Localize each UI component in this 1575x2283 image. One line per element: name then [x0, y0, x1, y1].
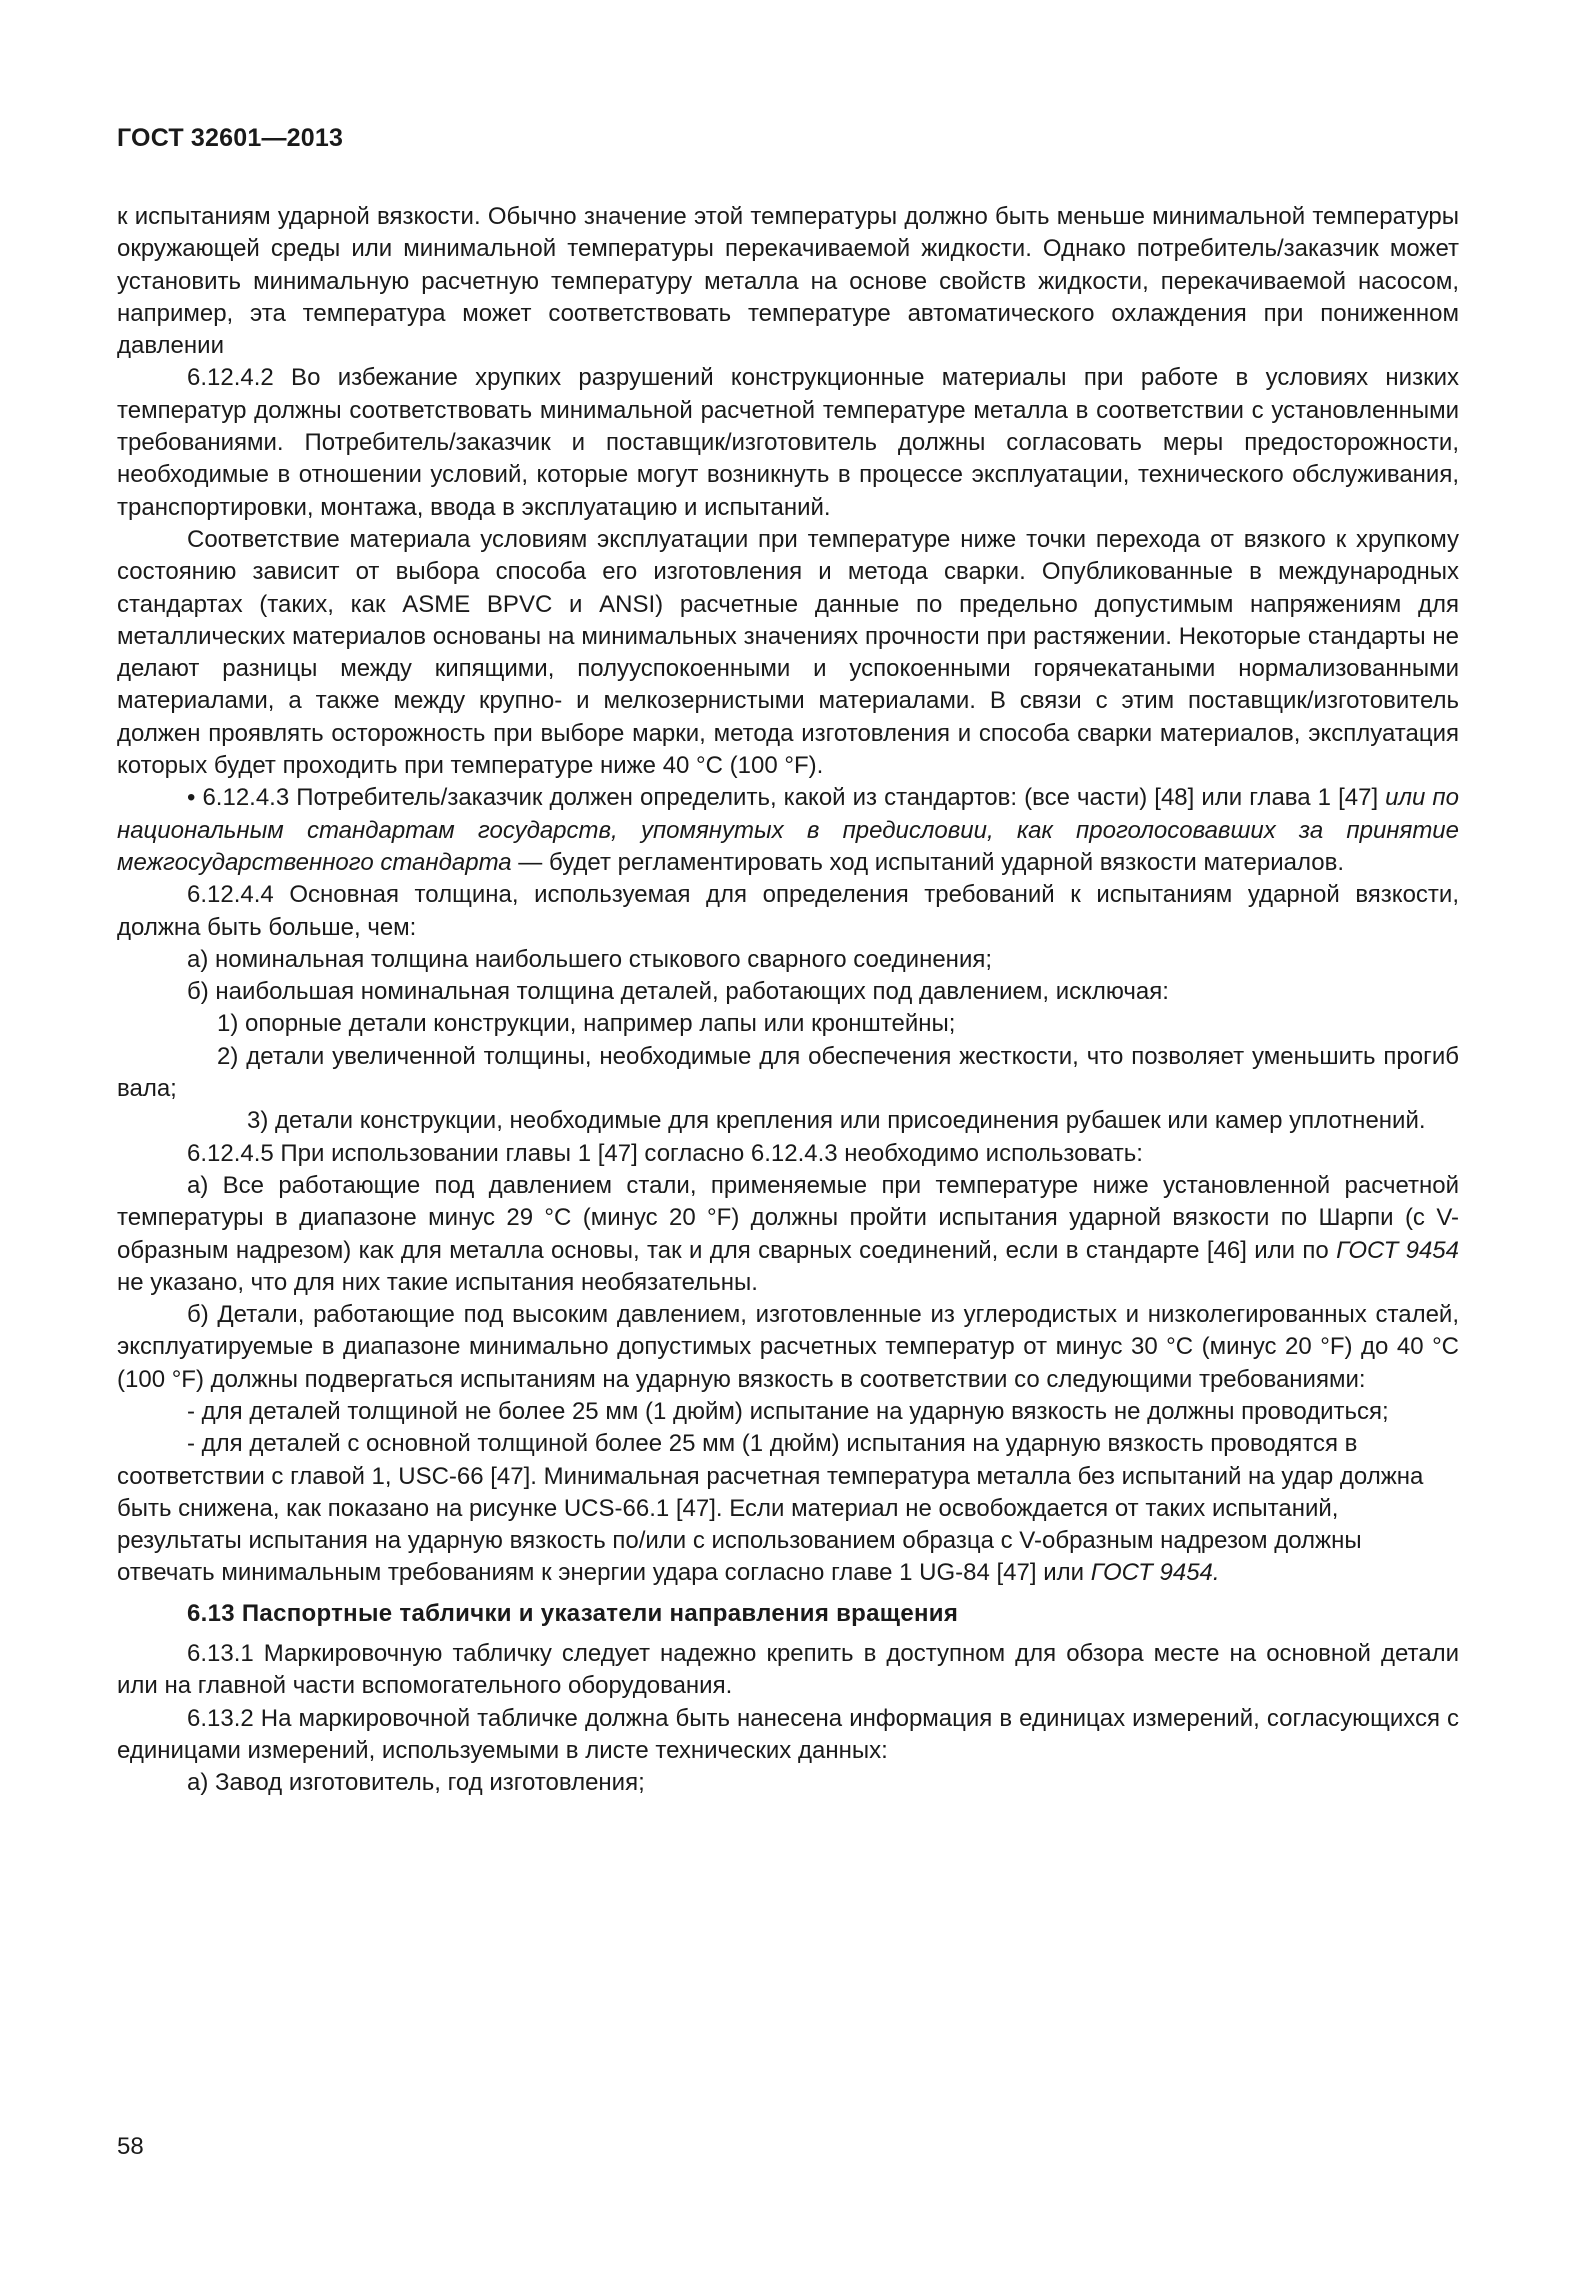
paragraph-text: — будет регламентировать ход испытаний ударной вязкости материалов.	[511, 848, 1344, 876]
paragraph	[117, 782, 1459, 879]
paragraph: 6.12.4.2 Во избежание хрупких разрушений конструкционные материалы при работе в условиях низких температур должны соответствовать минимальной расчетной температуре металла в соответствии с установленными требованиями. Потребитель/заказчик и поставщик/изготовитель должны согласовать меры предосторожности, необходимые в отношении условий, которые могут возникнуть в процессе эксплуатации, технического обслуживания, транспортировки, монтажа, ввода в эксплуатацию и испытаний.	[117, 364, 1459, 521]
list-item: - для деталей толщиной не более 25 мм (1 дюйм) испытание на ударную вязкость не должны проводиться;	[187, 1397, 1389, 1425]
italic-text: ГОСТ 9454	[1336, 1236, 1459, 1264]
list-item: а) номинальная толщина наибольшего стыкового сварного соединения;	[187, 945, 993, 973]
section-heading: 6.13 Паспортные таблички и указатели направления вращения	[187, 1599, 959, 1627]
paragraph-text: не указано, что для них такие испытания необязательны.	[117, 1268, 758, 1296]
list-item: 1) опорные детали конструкции, например лапы или кронштейны;	[217, 1010, 956, 1038]
list-item: б) Детали, работающие под высоким давлением, изготовленные из углеродистых и низколегированных сталей, эксплуатируемые в диапазоне минимально допустимых расчетных температур от минус 30 °C (минус 20 °F) до 40 °C (100 °F) должны подвергаться испытаниям на ударную вязкость в соответствии со следующими требованиями:	[117, 1301, 1459, 1393]
page-number: 58	[117, 2133, 144, 2160]
list-item: а) Завод изготовитель, год изготовления;	[187, 1769, 645, 1797]
paragraph: 6.12.4.4 Основная толщина, используемая для определения требований к испытаниям ударной вязкости, должна быть больше, чем:	[117, 881, 1459, 941]
paragraph: к испытаниям ударной вязкости. Обычно значение этой температуры должно быть меньше минимальной температуры окружающей среды или минимальной температуры перекачиваемой жидкости. Однако потребитель/заказчик может установить минимальную расчетную температуру металла на основе свойств жидкости, перекачиваемой насосом, например, эта температура может соответствовать температуре автоматического охлаждения при пониженном давлении	[117, 203, 1459, 360]
paragraph-text: а) Все работающие под давлением стали, применяемые при температуре ниже установленной расчетной температуры в диапазоне минус 29 °C (минус 20 °F) должны пройти испытания ударной вязкости по Шарпи (с V-образным надрезом) как для металла основы, так и для сварных соединений, если в стандарте [46] или по	[117, 1171, 1459, 1264]
list-item: 3) детали конструкции, необходимые для крепления или присоединения рубашек или камер уплотнений.	[247, 1107, 1426, 1135]
list-item: 2) детали увеличенной толщины, необходимые для обеспечения жесткости, что позволяет уменьшить прогиб вала;	[117, 1042, 1459, 1103]
paragraph: 6.13.2 На маркировочной табличке должна быть нанесена информация в единицах измерений, согласующихся с единицами измерений, используемыми в листе технических данных:	[117, 1704, 1459, 1764]
list-item	[117, 1428, 1459, 1589]
paragraph: 6.13.1 Маркировочную табличку следует надежно крепить в доступном для обзора месте на основной детали или на главной части вспомогательного оборудования.	[117, 1640, 1459, 1700]
document-body	[117, 201, 1459, 1800]
list-item: б) наибольшая номинальная толщина деталей, работающих под давлением, исключая:	[187, 978, 1169, 1006]
paragraph: 6.12.4.5 При использовании главы 1 [47] согласно 6.12.4.3 необходимо использовать:	[187, 1139, 1143, 1167]
list-item	[117, 1170, 1459, 1299]
paragraph-text: - для деталей с основной толщиной более 25 мм (1 дюйм) испытания на ударную вязкость проводятся в соответствии с главой 1, USC-66 [47]. Минимальная расчетная температура металла без испытаний на удар должна быть снижена, как показано на рисунке UCS-66.1 [47]. Если материал не освобождается от таких испытаний, результаты испытания на ударную вязкость по/или с использованием образца с V-образным надрезом должны отвечать минимальным требованиям к энергии удара согласно главе 1 UG-84 [47] или	[117, 1430, 1424, 1587]
document-header: ГОСТ 32601—2013	[117, 124, 344, 152]
paragraph-text: • 6.12.4.3 Потребитель/заказчик должен определить, какой из стандартов: (все части) [48] или глава 1 [47]	[187, 784, 1386, 812]
italic-text: ГОСТ 9454.	[1090, 1559, 1220, 1587]
italic-text: или по национальным стандартам государств, упомянутых в предисловии, как проголосовавших за принятие межгосударственного стандарта	[117, 784, 1459, 876]
paragraph: Соответствие материала условиям эксплуатации при температуре ниже точки перехода от вязкого к хрупкому состоянию зависит от выбора способа его изготовления и метода сварки. Опубликованные в международных стандартах (таких, как ASME BPVC и ANSI) расчетные данные по предельно допустимым напряжениям для металлических материалов основаны на минимальных значениях прочности при растяжении. Некоторые стандарты не делают разницы между кипящими, полууспокоенными и успокоенными горячекатаными нормализованными материалами, а также между крупно- и мелкозернистыми материалами. В связи с этим поставщик/изготовитель должен проявлять осторожность при выборе марки, метода изготовления и способа сварки материалов, эксплуатация которых будет проходить при температуре ниже 40 °C (100 °F).	[117, 525, 1459, 780]
